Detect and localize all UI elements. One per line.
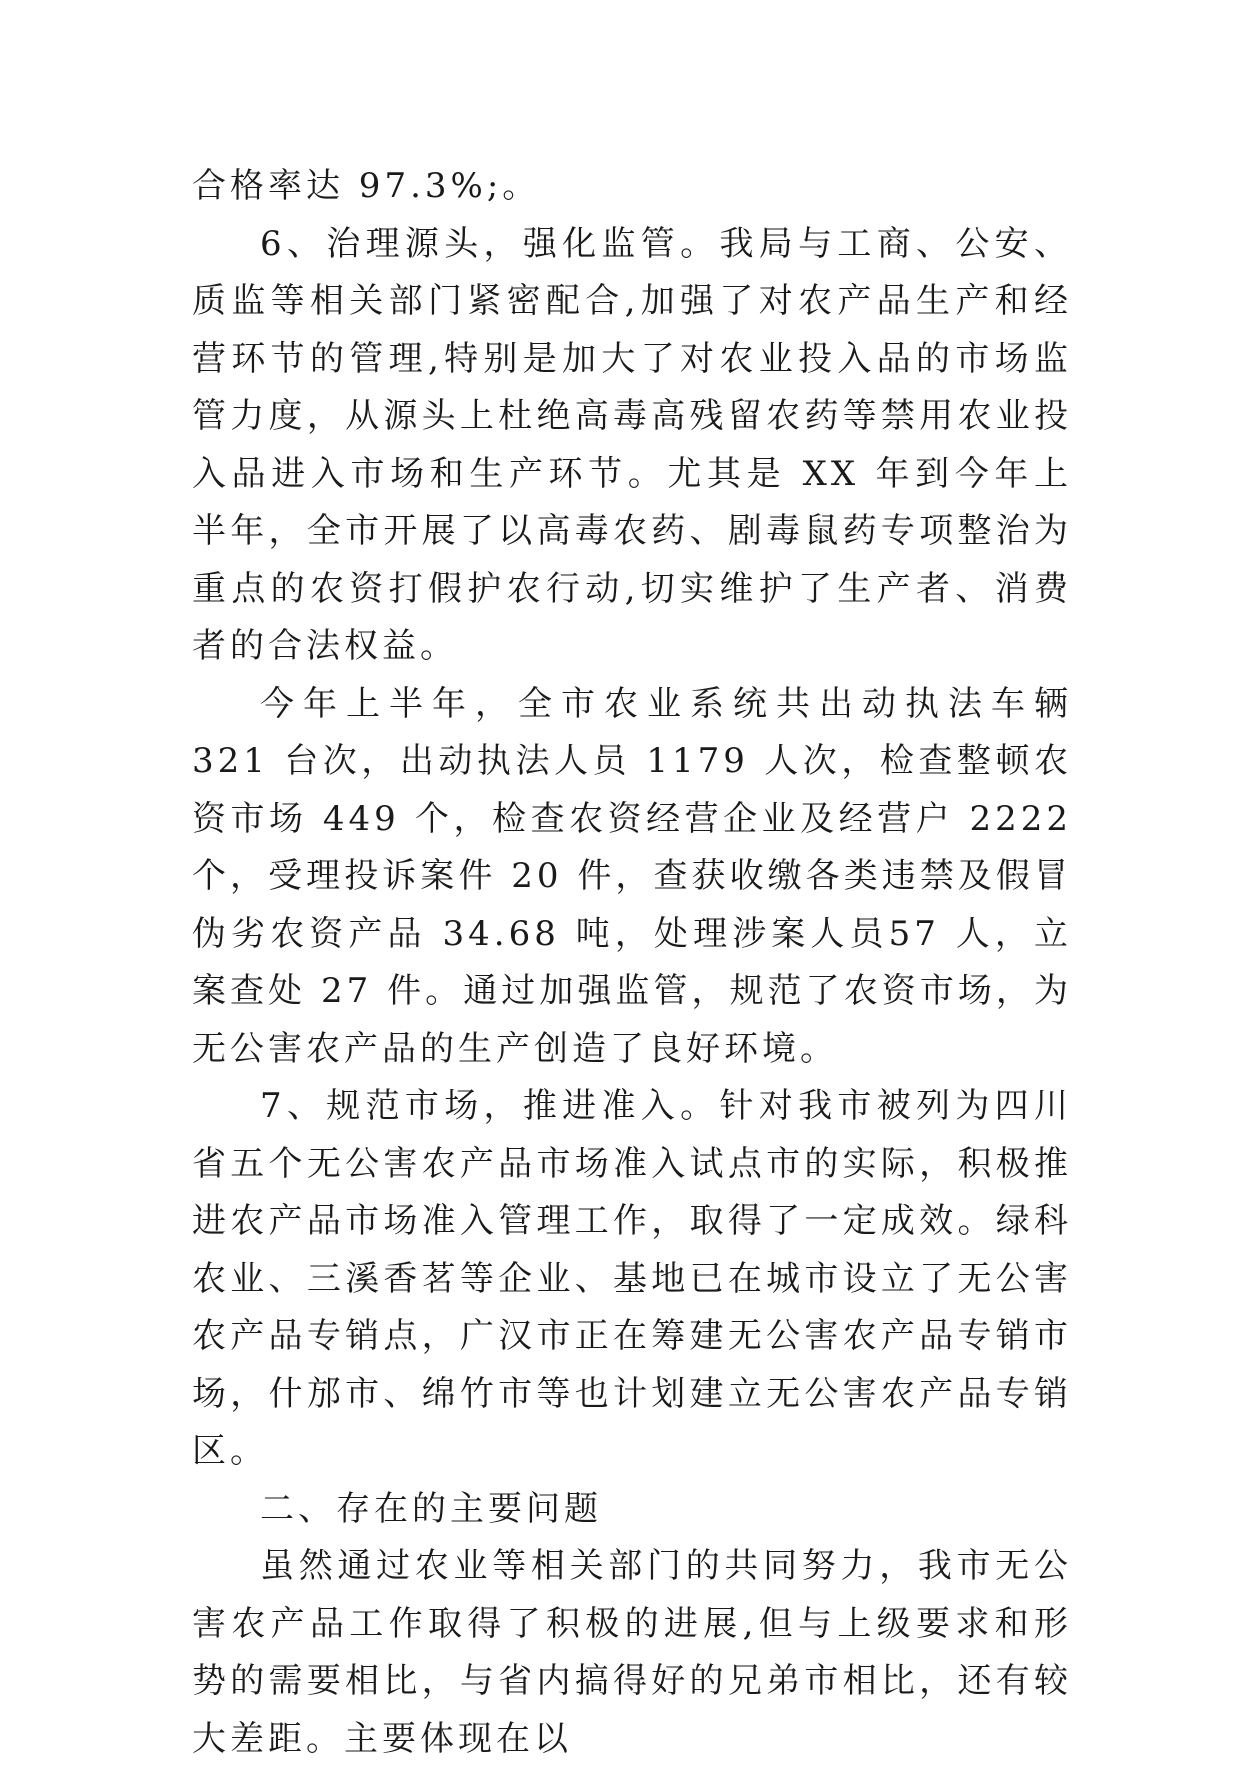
paragraph-continuation: 合格率达 97.3%;。 — [192, 166, 541, 206]
section-heading: 二、存在的主要问题 — [260, 1488, 602, 1529]
paragraph-item-7: 7、规范市场，推进准入。针对我市被列为四川省五个无公害农产品市场准入试点市的实际，积极推进农产品市场准入管理工作，取得了一定成效。绿科农业、三溪香茗等企业、基地已在城市设立了无公害农产品专销点，广汉市正在筹建无公害农产品专销市场，什邡市、绵竹市等也计划建立无公害农产品专销区。 — [192, 1086, 1072, 1471]
paragraph-statistics: 今年上半年，全市农业系统共出动执法车辆 321 台次，出动执法人员 1179 人次，检查整顿农资市场 449 个，检查农资经营企业及经营户 2222 个，受理投诉案件 20 件，查获收缴各类违禁及假冒伪劣农资产品 34.68 吨，处理涉案人员57 人，立案查处 27 件。通过加强监管，规范了农资市场，为无公害农产品的生产创造了良好环境。 — [192, 683, 1072, 1069]
paragraph-problems-intro: 虽然通过农业等相关部门的共同努力，我市无公害农产品工作取得了积极的进展,但与上级要求和形势的需要相比，与省内搞得好的兄弟市相比，还有较大差距。主要体现在以 — [192, 1546, 1072, 1759]
document-body — [192, 158, 1072, 1768]
paragraph-item-6: 6、治理源头，强化监管。我局与工商、公安、质监等相关部门紧密配合,加强了对农产品生产和经营环节的管理,特别是加大了对农业投入品的市场监管力度，从源头上杜绝高毒高残留农药等禁用农业投入品进入市场和生产环节。尤其是 XX 年到今年上半年，全市开展了以高毒农药、剧毒鼠药专项整治为重点的农资打假护农行动,切实维护了生产者、消费者的合法权益。 — [192, 223, 1072, 666]
